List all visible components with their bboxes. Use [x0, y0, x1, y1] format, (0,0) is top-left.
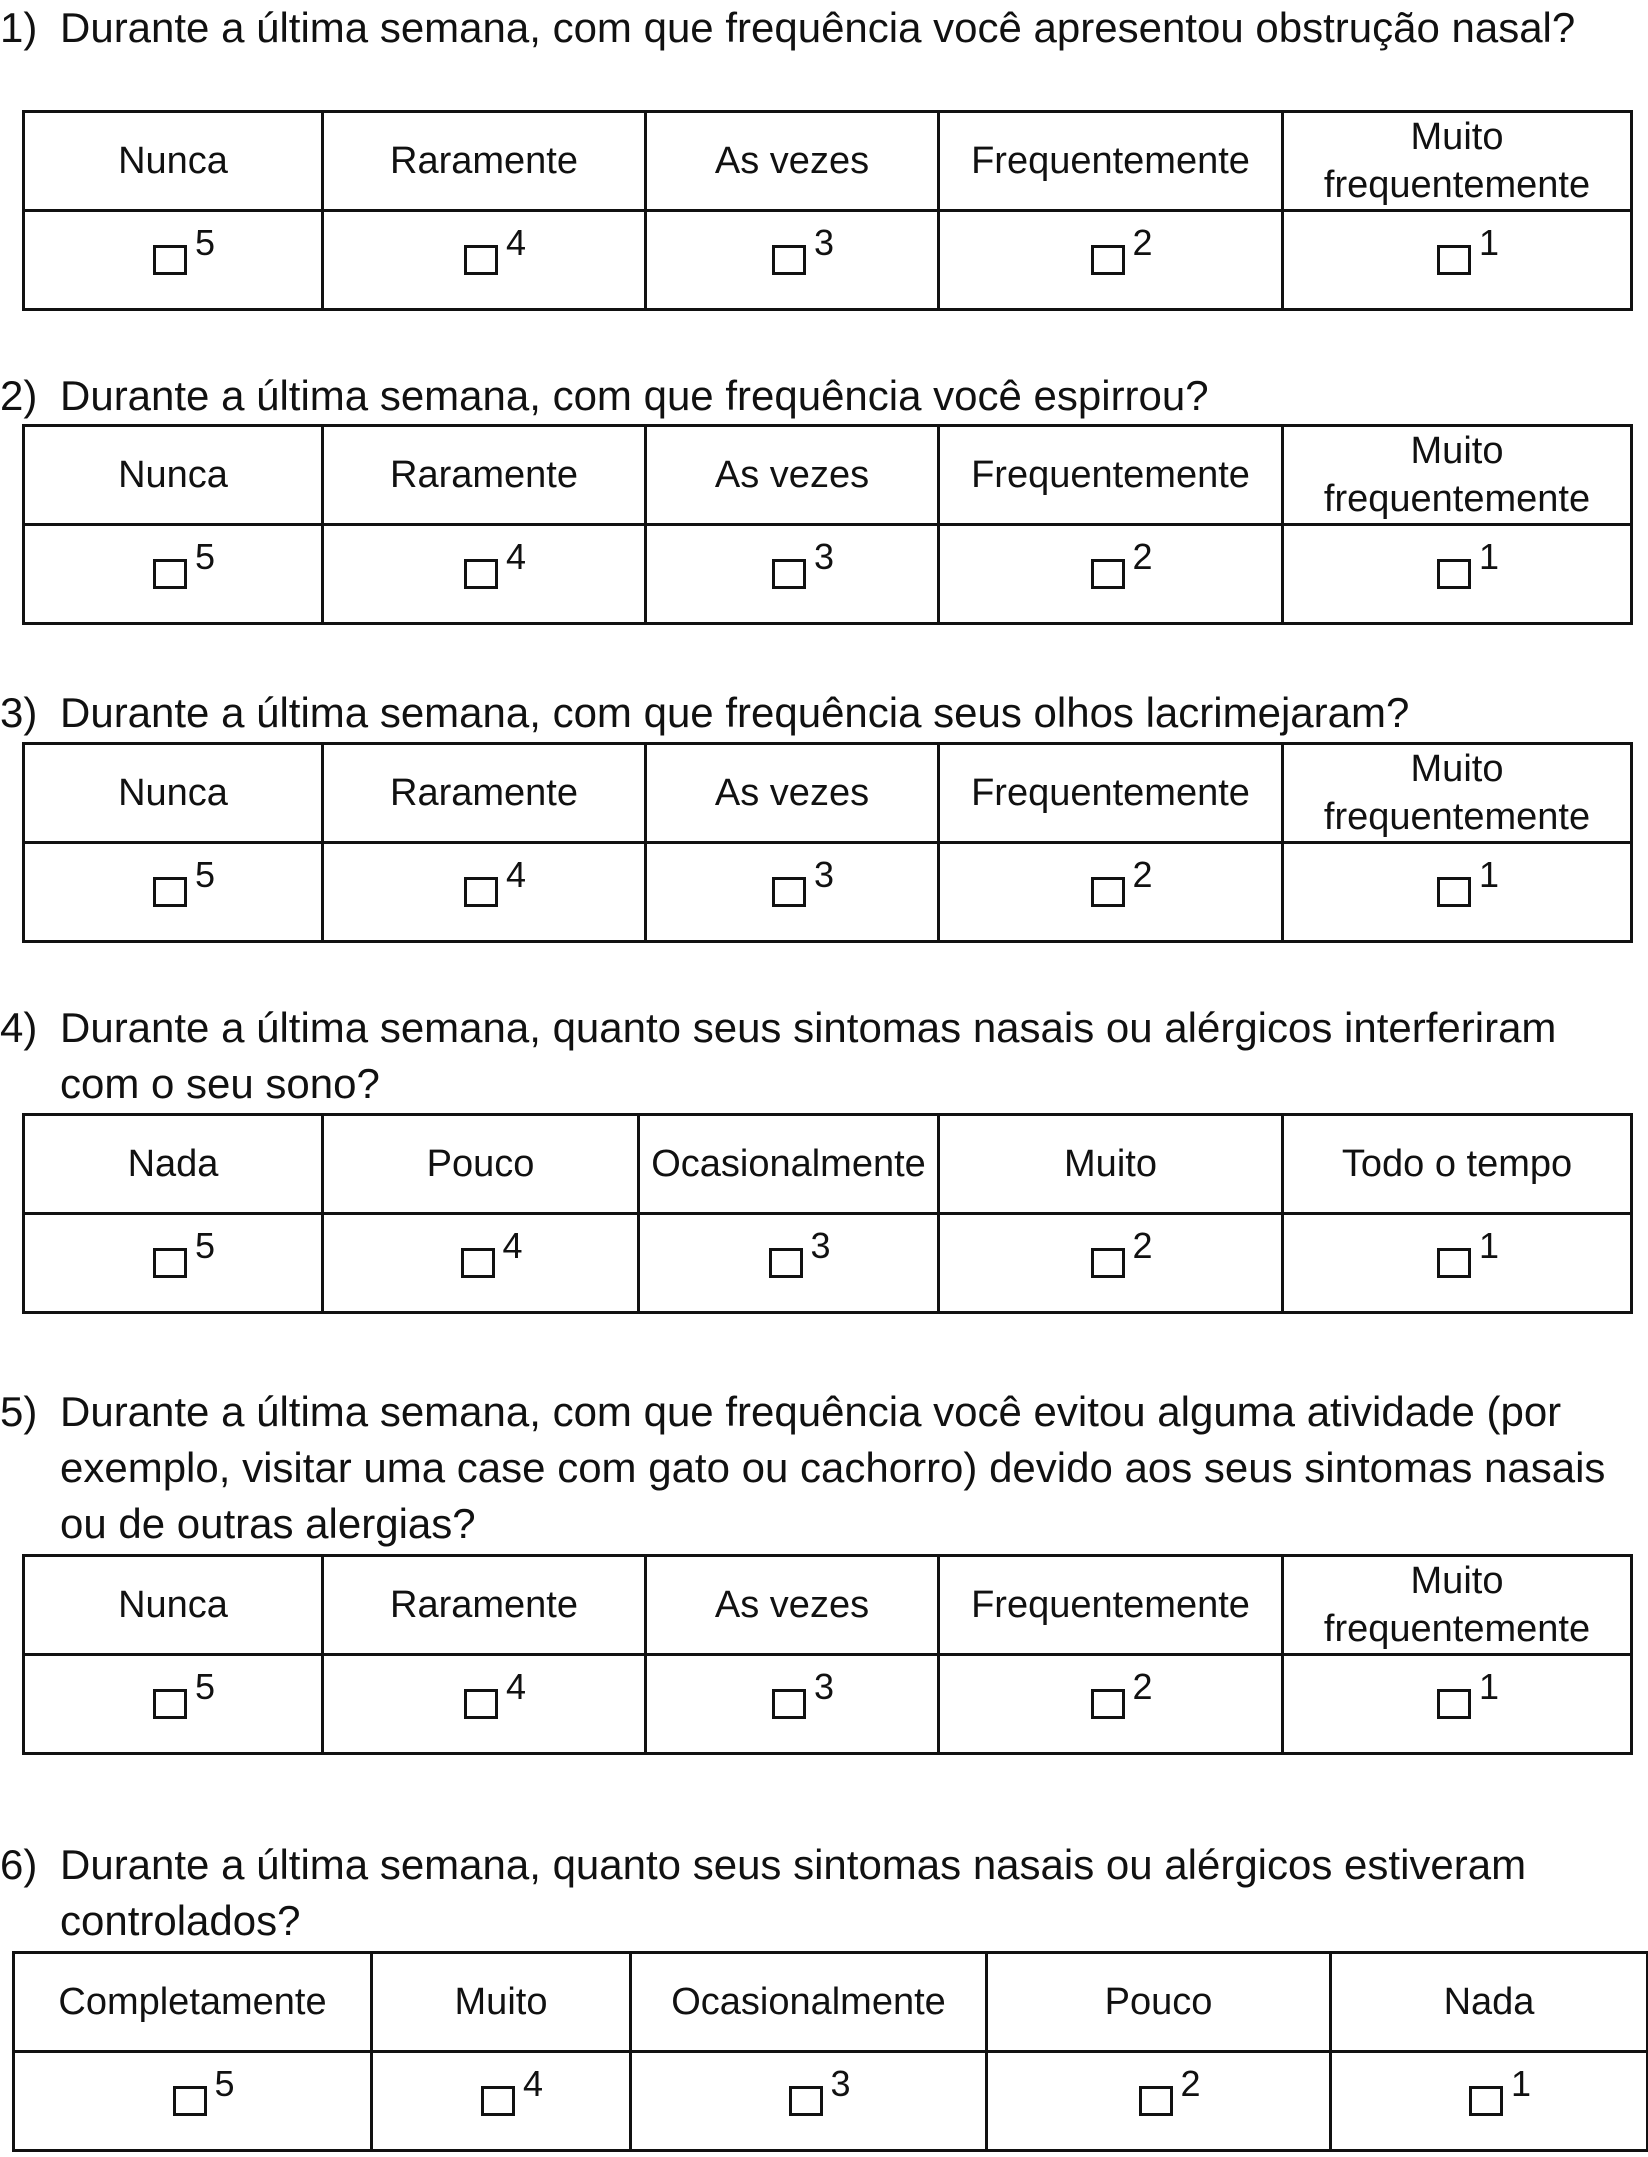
checkbox-square-icon[interactable] [1091, 1689, 1125, 1719]
answer-table-3 [22, 742, 1633, 943]
option-label: Nada [24, 1115, 323, 1214]
option-score: 5 [195, 1224, 216, 1266]
option-checkbox[interactable] [1091, 1665, 1153, 1723]
option-checkbox[interactable] [464, 853, 527, 911]
checkbox-square-icon[interactable] [789, 2086, 823, 2116]
option-score: 2 [1132, 1665, 1153, 1707]
checkbox-square-icon[interactable] [464, 245, 498, 275]
option-cell [1283, 1655, 1632, 1754]
option-checkbox[interactable] [772, 1665, 835, 1723]
answer-table-5 [22, 1554, 1633, 1755]
option-score: 1 [1479, 1224, 1500, 1266]
option-label: Ocasionalmente [631, 1953, 987, 2052]
question-number: 2) [0, 372, 38, 419]
option-checkbox[interactable] [1437, 1224, 1500, 1282]
checkbox-square-icon[interactable] [1437, 1689, 1471, 1719]
question-number: 6) [0, 1841, 38, 1888]
option-checkbox[interactable] [769, 1224, 831, 1282]
checkbox-square-icon[interactable] [1437, 559, 1471, 589]
checkbox-square-icon[interactable] [464, 1689, 498, 1719]
option-label: Raramente [323, 112, 646, 211]
answer-table-2 [22, 424, 1633, 625]
checkbox-square-icon[interactable] [1437, 245, 1471, 275]
option-label: Nunca [24, 1556, 323, 1655]
checkbox-square-icon[interactable] [772, 559, 806, 589]
question-number: 4) [0, 1004, 38, 1051]
option-score: 1 [1479, 853, 1500, 895]
option-cell [24, 525, 323, 624]
option-checkbox[interactable] [1469, 2062, 1532, 2120]
option-score: 3 [814, 1665, 835, 1707]
option-score: 5 [195, 221, 216, 263]
question-number: 5) [0, 1388, 38, 1435]
question-text: Durante a última semana, com que frequência seus olhos lacrimejaram? [60, 689, 1410, 736]
question-text: Durante a última semana, quanto seus sintomas nasais ou alérgicos interferiram com o seu sono? [60, 1004, 1557, 1107]
option-cell [1283, 211, 1632, 310]
question-number: 3) [0, 689, 38, 736]
checkbox-square-icon[interactable] [153, 1248, 187, 1278]
option-cell [1283, 1214, 1632, 1313]
option-cell [24, 211, 323, 310]
question-number: 1) [0, 4, 38, 51]
option-label: Muito frequentemente [1283, 1556, 1632, 1655]
option-label: As vezes [646, 426, 939, 525]
option-cell [631, 2052, 987, 2151]
option-cell [24, 1655, 323, 1754]
option-score: 1 [1479, 535, 1500, 577]
checkbox-square-icon[interactable] [772, 1689, 806, 1719]
checkbox-square-icon[interactable] [153, 877, 187, 907]
answer-table-4 [22, 1113, 1633, 1314]
option-cell [939, 525, 1283, 624]
option-score: 1 [1479, 1665, 1500, 1707]
question-text: Durante a última semana, com que frequência você espirrou? [60, 372, 1209, 419]
checkbox-square-icon[interactable] [1091, 245, 1125, 275]
answer-table-6 [12, 1951, 1648, 2152]
option-label: Raramente [323, 426, 646, 525]
option-label: Muito [939, 1115, 1283, 1214]
checkbox-square-icon[interactable] [769, 1248, 803, 1278]
option-cell [646, 843, 939, 942]
option-checkbox[interactable] [1437, 535, 1500, 593]
option-checkbox[interactable] [1437, 221, 1500, 279]
option-cell [939, 1214, 1283, 1313]
option-cell [939, 1655, 1283, 1754]
option-score: 1 [1479, 221, 1500, 263]
option-cell [1283, 843, 1632, 942]
option-checkbox[interactable] [1139, 2062, 1201, 2120]
option-score: 4 [506, 535, 527, 577]
option-cell [639, 1214, 939, 1313]
checkbox-square-icon[interactable] [153, 245, 187, 275]
checkbox-square-icon[interactable] [461, 1248, 495, 1278]
option-checkbox[interactable] [789, 2062, 851, 2120]
option-score: 3 [814, 535, 835, 577]
option-cell [24, 843, 323, 942]
question-text: Durante a última semana, com que frequência você apresentou obstrução nasal? [60, 4, 1576, 51]
option-label: Pouco [987, 1953, 1331, 2052]
checkbox-square-icon[interactable] [153, 559, 187, 589]
option-cell [646, 1655, 939, 1754]
option-label: Ocasionalmente [639, 1115, 939, 1214]
option-score: 4 [506, 221, 527, 263]
option-checkbox[interactable] [772, 535, 835, 593]
option-label: Frequentemente [939, 1556, 1283, 1655]
option-label: Raramente [323, 744, 646, 843]
option-cell [1283, 525, 1632, 624]
checkbox-square-icon[interactable] [772, 877, 806, 907]
option-checkbox[interactable] [1091, 535, 1153, 593]
option-score: 5 [195, 1665, 216, 1707]
option-score: 5 [195, 853, 216, 895]
option-cell [939, 843, 1283, 942]
option-score: 5 [214, 2062, 235, 2104]
option-cell [323, 211, 646, 310]
option-score: 4 [523, 2062, 544, 2104]
option-checkbox[interactable] [481, 2062, 544, 2120]
option-label: As vezes [646, 1556, 939, 1655]
option-score: 4 [506, 1665, 527, 1707]
option-checkbox[interactable] [464, 221, 527, 279]
option-checkbox[interactable] [153, 535, 216, 593]
option-cell [323, 525, 646, 624]
option-cell [987, 2052, 1331, 2151]
checkbox-square-icon[interactable] [772, 245, 806, 275]
option-score: 2 [1132, 1224, 1153, 1266]
option-checkbox[interactable] [153, 853, 216, 911]
option-checkbox[interactable] [1437, 1665, 1500, 1723]
option-label: Nunca [24, 426, 323, 525]
option-cell [939, 211, 1283, 310]
option-score: 3 [814, 853, 835, 895]
checkbox-square-icon[interactable] [1437, 877, 1471, 907]
option-checkbox[interactable] [464, 535, 527, 593]
option-label: Muito frequentemente [1283, 744, 1632, 843]
option-cell [646, 211, 939, 310]
option-checkbox[interactable] [153, 1665, 216, 1723]
option-label: Frequentemente [939, 426, 1283, 525]
option-label: Muito frequentemente [1283, 426, 1632, 525]
option-cell [646, 525, 939, 624]
checkbox-square-icon[interactable] [1091, 559, 1125, 589]
option-label: As vezes [646, 744, 939, 843]
checkbox-square-icon[interactable] [1091, 877, 1125, 907]
option-cell [323, 843, 646, 942]
option-checkbox[interactable] [772, 853, 835, 911]
option-cell [24, 1214, 323, 1313]
checkbox-square-icon[interactable] [464, 877, 498, 907]
option-score: 1 [1511, 2062, 1532, 2104]
option-cell [14, 2052, 372, 2151]
option-label: Nunca [24, 744, 323, 843]
option-score: 4 [502, 1224, 523, 1266]
option-checkbox[interactable] [1091, 853, 1153, 911]
option-cell [323, 1655, 646, 1754]
option-checkbox[interactable] [772, 221, 835, 279]
checkbox-square-icon[interactable] [481, 2086, 515, 2116]
checkbox-square-icon[interactable] [1469, 2086, 1503, 2116]
option-checkbox[interactable] [153, 1224, 216, 1282]
option-score: 2 [1132, 221, 1153, 263]
checkbox-square-icon[interactable] [173, 2086, 207, 2116]
option-checkbox[interactable] [1091, 1224, 1153, 1282]
option-cell [1331, 2052, 1648, 2151]
option-label: Completamente [14, 1953, 372, 2052]
option-score: 3 [810, 1224, 831, 1266]
option-label: Todo o tempo [1283, 1115, 1632, 1214]
option-score: 2 [1132, 853, 1153, 895]
option-label: Muito frequentemente [1283, 112, 1632, 211]
checkbox-square-icon[interactable] [1091, 1248, 1125, 1278]
option-label: Frequentemente [939, 744, 1283, 843]
checkbox-square-icon[interactable] [1437, 1248, 1471, 1278]
checkbox-square-icon[interactable] [1139, 2086, 1173, 2116]
option-cell [372, 2052, 631, 2151]
answer-table-1 [22, 110, 1633, 311]
checkbox-square-icon[interactable] [153, 1689, 187, 1719]
option-checkbox[interactable] [464, 1665, 527, 1723]
option-score: 2 [1132, 535, 1153, 577]
checkbox-square-icon[interactable] [464, 559, 498, 589]
question-text: Durante a última semana, quanto seus sintomas nasais ou alérgicos estiveram controlados? [60, 1841, 1527, 1944]
option-label: Nada [1331, 1953, 1648, 2052]
option-score: 3 [814, 221, 835, 263]
option-cell [323, 1214, 639, 1313]
option-checkbox[interactable] [173, 2062, 235, 2120]
option-label: As vezes [646, 112, 939, 211]
option-checkbox[interactable] [461, 1224, 523, 1282]
question-text: Durante a última semana, com que frequência você evitou alguma atividade (por exemplo, visitar uma case com gato ou cachorro) devido aos seus sintomas nasais ou de outras alergias? [60, 1388, 1606, 1547]
option-checkbox[interactable] [1091, 221, 1153, 279]
option-label: Frequentemente [939, 112, 1283, 211]
option-checkbox[interactable] [153, 221, 216, 279]
option-score: 3 [830, 2062, 851, 2104]
option-score: 2 [1180, 2062, 1201, 2104]
option-score: 5 [195, 535, 216, 577]
option-checkbox[interactable] [1437, 853, 1500, 911]
option-label: Pouco [323, 1115, 639, 1214]
option-label: Raramente [323, 1556, 646, 1655]
option-label: Nunca [24, 112, 323, 211]
option-score: 4 [506, 853, 527, 895]
option-label: Muito [372, 1953, 631, 2052]
